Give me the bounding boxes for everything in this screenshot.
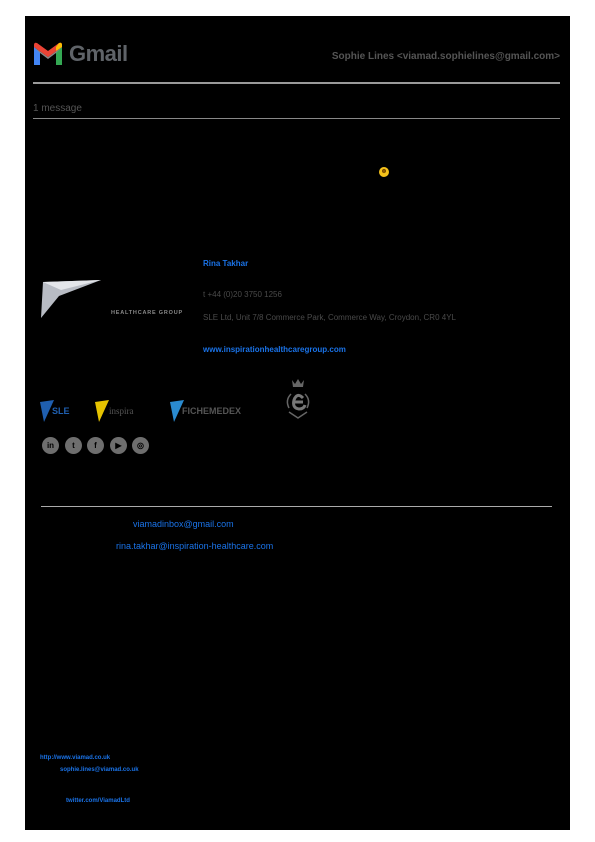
sender-line: Sophie Lines <viamad.sophielines@gmail.com> [331, 51, 560, 62]
gmail-logo-icon [32, 41, 64, 67]
company-logo-text: HEALTHCARE GROUP [111, 310, 183, 316]
footer-email-link[interactable]: sophie.lines@viamad.co.uk [60, 767, 139, 773]
quote-divider [41, 506, 552, 507]
signature-website-link[interactable]: www.inspirationhealthcaregroup.com [203, 345, 346, 354]
linkedin-icon[interactable]: in [42, 437, 59, 454]
footer-website-link[interactable]: http://www.viamad.co.uk [40, 755, 111, 761]
smiley-icon: ☻ [380, 168, 388, 175]
company-logo-icon [39, 278, 103, 320]
signature-phone: t +44 (0)20 3750 1256 [203, 290, 282, 299]
thread-divider [33, 118, 560, 119]
award-seal-icon [281, 376, 315, 420]
message-count: 1 message [33, 103, 82, 114]
youtube-icon[interactable]: ▶ [110, 437, 127, 454]
brand-logo-sle [40, 400, 80, 424]
brand-label-inspira: inspira [109, 406, 134, 416]
signature-address: SLE Ltd, Unit 7/8 Commerce Park, Commerce Way, Croydon, CR0 4YL [203, 313, 456, 322]
quoted-email-rina[interactable]: rina.takhar@inspiration-healthcare.com [116, 541, 274, 551]
email-page [25, 16, 570, 830]
brand-logo-fichemedex [170, 400, 248, 424]
inspira-swoosh-icon [95, 400, 109, 422]
header-divider [33, 82, 560, 84]
brand-label-sle: SLE [52, 406, 70, 416]
twitter-icon[interactable]: t [65, 437, 82, 454]
quoted-email-viamad[interactable]: viamadinbox@gmail.com [133, 519, 234, 529]
signature-name: Rina Takhar [203, 259, 249, 268]
app-title: Gmail [69, 41, 128, 66]
brand-label-fichemedex: FICHEMEDEX [182, 406, 242, 416]
footer-twitter-link[interactable]: twitter.com/ViamadLtd [66, 798, 130, 804]
facebook-icon[interactable]: f [87, 437, 104, 454]
instagram-icon[interactable]: ◎ [132, 437, 149, 454]
brand-logo-inspira [95, 400, 157, 424]
